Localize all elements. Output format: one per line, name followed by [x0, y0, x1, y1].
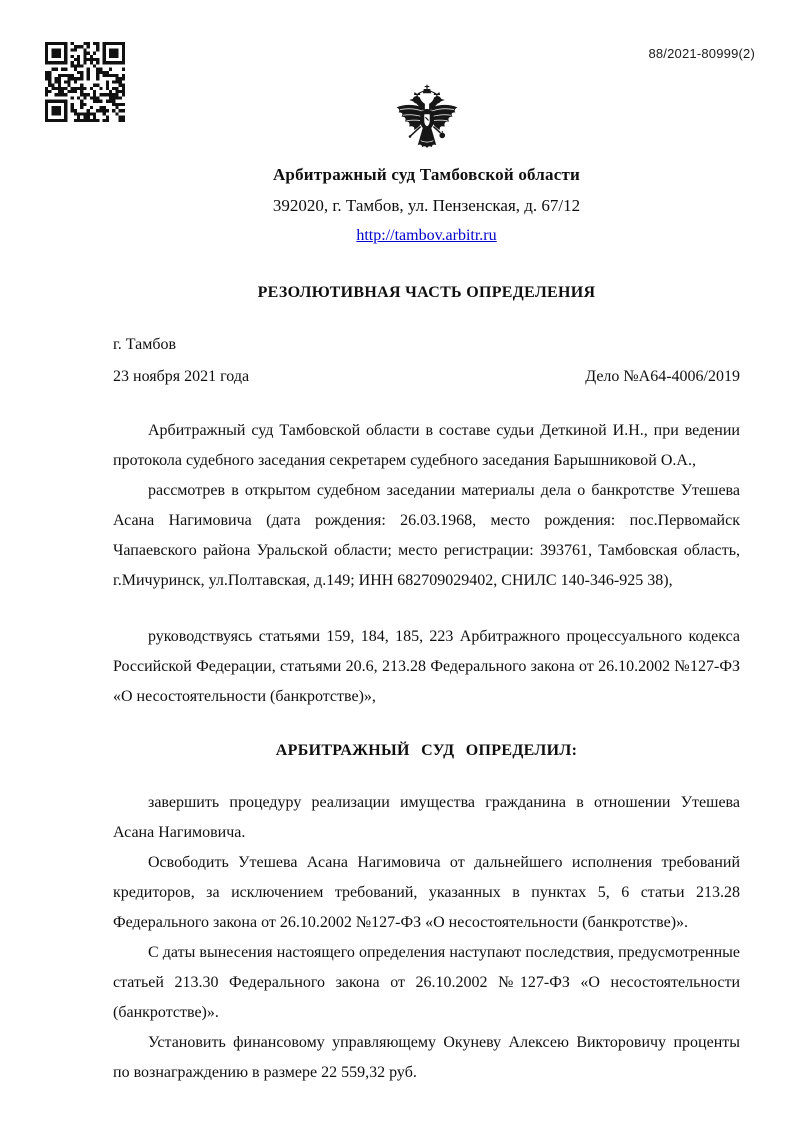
- date-case-row: [113, 366, 740, 388]
- qr-code-icon: [45, 42, 125, 122]
- court-name: Арбитражный суд Тамбовской области: [272, 165, 581, 184]
- court-website-link[interactable]: http://tambov.arbitr.ru: [356, 227, 497, 244]
- ruling-heading: АРБИТРАЖНЫЙ СУД ОПРЕДЕЛИЛ:: [275, 742, 578, 759]
- ruling-paragraph-consequences: С даты вынесения настоящего определения наступают последствия, предусмотренные статьей 213.30 Федерального закона от 26.10.2002 №127-ФЗ «О несостоятельности (банкротстве)».: [113, 944, 740, 1021]
- ruling-paragraph-completion: завершить процедуру реализации имущества гражданина в отношении Утешева Асана Нагимовича.: [113, 794, 740, 841]
- case-number: Дело №А64-4006/2019: [585, 368, 740, 385]
- ruling-paragraph-remuneration: Установить финансовому управляющему Окуневу Алексею Викторовичу проценты по вознаграждению в размере 22 559,32 руб.: [113, 1034, 740, 1081]
- court-address: 392020, г. Тамбов, ул. Пензенская, д. 67/12: [272, 196, 581, 215]
- intro-paragraph-court-composition: Арбитражный суд Тамбовской области в составе судьи Деткиной И.Н., при ведении протокола судебного заседания секретарем судебного заседания Барышниковой О.А.,: [113, 422, 740, 469]
- ruling-paragraph-release: Освободить Утешева Асана Нагимовича от дальнейшего исполнения требований кредиторов, за исключением требований, указанных в пунктах 5, 6 статьи 213.28 Федерального закона от 26.10.2002 №127-ФЗ «О несостоятельности (банкротстве)».: [113, 854, 740, 931]
- document-number: 88/2021-80999(2): [648, 46, 755, 61]
- document-date: 23 ноября 2021 года: [113, 368, 250, 385]
- document-title: РЕЗОЛЮТИВНАЯ ЧАСТЬ ОПРЕДЕЛЕНИЯ: [257, 284, 596, 301]
- intro-paragraph-legal-basis: руководствуясь статьями 159, 184, 185, 223 Арбитражного процессуального кодекса Российской Федерации, статьями 20.6, 213.28 Федерального закона от 26.10.2002 №127-ФЗ «О несостоятельности (банкротстве)»,: [113, 628, 740, 705]
- document-content: [113, 84, 740, 1088]
- document-body: [113, 416, 740, 1088]
- city-label: г. Тамбов: [113, 336, 177, 353]
- russia-coat-of-arms-icon: [113, 84, 740, 162]
- intro-paragraph-case-details: рассмотрев в открытом судебном заседании материалы дела о банкротстве Утешева Асана Нагимовича (дата рождения: 26.03.1968, место рождения: пос.Первомайск Чапаевского района Уральской области; место регистрации: 393761, Тамбовская область, г.Мичуринск, ул.Полтавская, д.149; ИНН 682709029402, СНИЛС 140-346-925 38),: [113, 482, 740, 589]
